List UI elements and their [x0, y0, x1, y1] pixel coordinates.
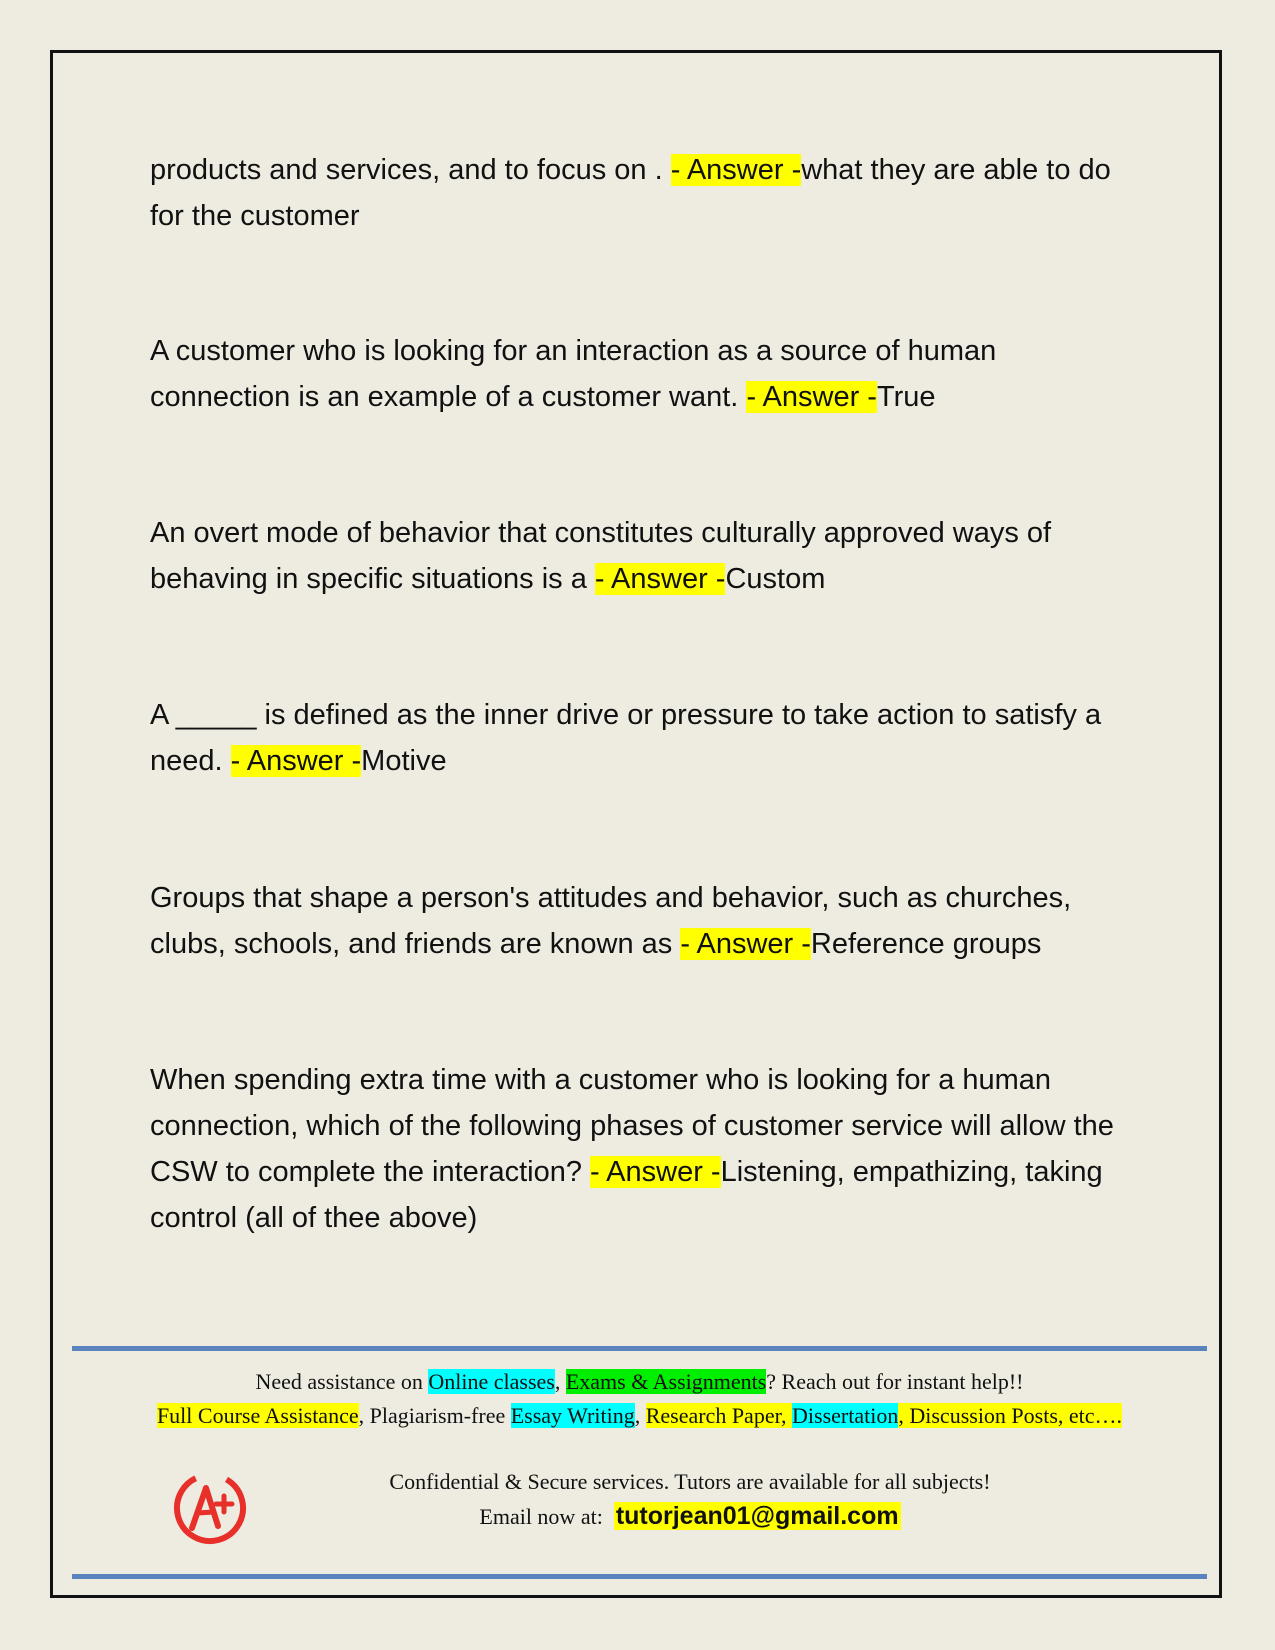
- answer-marker: - Answer -: [746, 381, 877, 413]
- answer-text: Custom: [725, 563, 826, 595]
- qa-item-3: [150, 510, 1140, 602]
- footer-top-rule: [72, 1346, 1207, 1351]
- answer-text: True: [876, 381, 936, 413]
- footer-email-line: [240, 1502, 1140, 1531]
- footer-line-1: [72, 1369, 1207, 1395]
- answer-text: what they are able to do for the customer: [150, 154, 1111, 232]
- question-text: A customer who is looking for an interaction as a source of human connection is an example of a customer want.: [150, 335, 997, 413]
- essay-writing-text: Essay Writing: [510, 1403, 635, 1428]
- answer-marker: - Answer -: [594, 563, 726, 595]
- footer-text: , Plagiarism-free: [358, 1403, 511, 1428]
- answer-marker: - Answer -: [230, 745, 362, 777]
- answer-marker: - Answer -: [670, 154, 802, 186]
- a-plus-logo-icon: [170, 1468, 250, 1548]
- discussion-posts-text: Discussion Posts, etc….: [909, 1403, 1123, 1428]
- answer-text: Listening, empathizing, taking control (all of thee above): [150, 1156, 1103, 1234]
- answer-marker: - Answer -: [590, 1156, 721, 1188]
- qa-item-4: [150, 692, 1140, 784]
- footer-text: ,: [554, 1369, 566, 1394]
- online-classes-link: Online classes: [428, 1369, 555, 1394]
- answer-text: Reference groups: [810, 928, 1042, 960]
- question-text: A _____ is defined as the inner drive or pressure to take action to satisfy a need.: [150, 699, 1102, 777]
- email-link[interactable]: tutorjean01@gmail.com: [615, 1502, 899, 1530]
- footer-bottom-rule: [72, 1574, 1207, 1579]
- footer-text: ,: [898, 1403, 910, 1428]
- footer-line-3: Confidential & Secure services. Tutors are available for all subjects!: [389, 1469, 991, 1494]
- research-paper-text: Research Paper,: [645, 1403, 793, 1428]
- page-frame: [50, 50, 1222, 1598]
- qa-item-6: [150, 1057, 1140, 1241]
- exams-assignments-link: Exams & Assignments: [565, 1369, 767, 1394]
- footer-text: ,: [634, 1403, 646, 1428]
- answer-marker: - Answer -: [680, 928, 811, 960]
- question-text: An overt mode of behavior that constitutes culturally approved ways of behaving in specific situations is a: [150, 517, 1052, 595]
- question-text: When spending extra time with a customer who is looking for a human connection, which of the following phases of customer service will allow the CSW to complete the interaction?: [150, 1064, 1114, 1188]
- full-course-text: Full Course Assistance: [156, 1403, 359, 1428]
- qa-item-2: [150, 328, 1140, 420]
- email-label: Email now at:: [479, 1504, 603, 1529]
- qa-item-1: [150, 147, 1140, 239]
- dissertation-text: Dissertation: [792, 1403, 899, 1428]
- footer-text: Need assistance on: [255, 1369, 429, 1394]
- answer-text: Motive: [361, 745, 447, 777]
- qa-item-5: [150, 875, 1140, 967]
- footer-line-2: [72, 1403, 1207, 1429]
- question-text: products and services, and to focus on .: [150, 154, 663, 186]
- footer-text: ? Reach out for instant help!!: [766, 1369, 1024, 1394]
- question-text: Groups that shape a person's attitudes and behavior, such as churches, clubs, schools, and friends are known as: [150, 882, 1072, 960]
